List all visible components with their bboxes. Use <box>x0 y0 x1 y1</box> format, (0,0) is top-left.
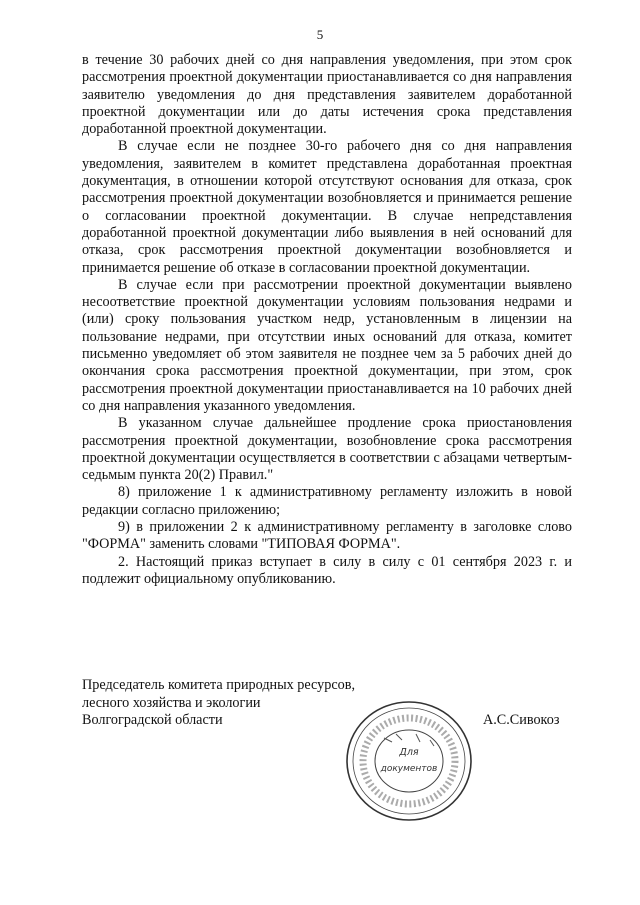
page-number: 5 <box>316 27 324 42</box>
paragraph: 9) в приложении 2 к административному регламенту в заголовке слово "ФОРМА" заменить словами "ТИПОВАЯ ФОРМА". <box>82 519 572 553</box>
signer-name: А.С.Сивокоз <box>483 712 560 728</box>
signer-position-line: лесного хозяйства и экологии <box>82 694 261 711</box>
signer-position-line: Волгоградской области <box>82 712 223 729</box>
stamp-center-text: Для <box>399 747 419 758</box>
paragraph: 8) приложение 1 к административному регламенту изложить в новой редакции согласно приложению; <box>82 484 572 518</box>
signer-position-line: Председатель комитета природных ресурсов, <box>82 677 355 693</box>
paragraph: В случае если не позднее 30-го рабочего дня со дня направления уведомления, заявителем в комитет представлена доработанная проектная документация, в отношении которой отсутствуют основания для отказа, срок рассмотрения проектной документации возобновляется и принимается решение о согласовании проектной документации. В случае непредставления доработанной проектной документации либо выявления в ней оснований для отказа, срок рассмотрения проектной документации возобновляется и принимается решение об отказе в согласовании проектной документации. <box>82 138 572 276</box>
paragraph: в течение 30 рабочих дней со дня направления уведомления, при этом срок рассмотрения проектной документации приостанавливается со дня направления заявителю уведомления до дня представления заявителем доработанной проектной документации или до даты истечения срока представления доработанной проектной документации. <box>82 52 572 138</box>
paragraph: В случае если при рассмотрении проектной документации выявлено несоответствие проектной документации условиям пользования недрами и (или) сроку пользования участком недр, установленным в лицензии на пользование недрами, при отсутствии иных оснований для отказа, комитет письменно уведомляет об этом заявителя не позднее чем за 5 рабочих дней до окончания срока рассмотрения проектной документации, при этом, срок рассмотрения проектной документации приостанавливается на 10 рабочих дней со дня направления указанного уведомления. <box>82 276 572 414</box>
signature-block <box>82 677 355 730</box>
paragraph: В указанном случае дальнейшее продление срока приостановления рассмотрения проектной документации, возобновление срока рассмотрения проектной документации осуществляется в соответствии с абзацами четвертым-седьмым пункта 20(2) Правил." <box>82 415 572 484</box>
stamp-center-text: документов <box>380 764 438 774</box>
official-seal-stamp <box>344 698 474 824</box>
document-body <box>82 52 572 588</box>
paragraph: 2. Настоящий приказ вступает в силу в силу с 01 сентября 2023 г. и подлежит официальному опубликованию. <box>82 553 572 587</box>
